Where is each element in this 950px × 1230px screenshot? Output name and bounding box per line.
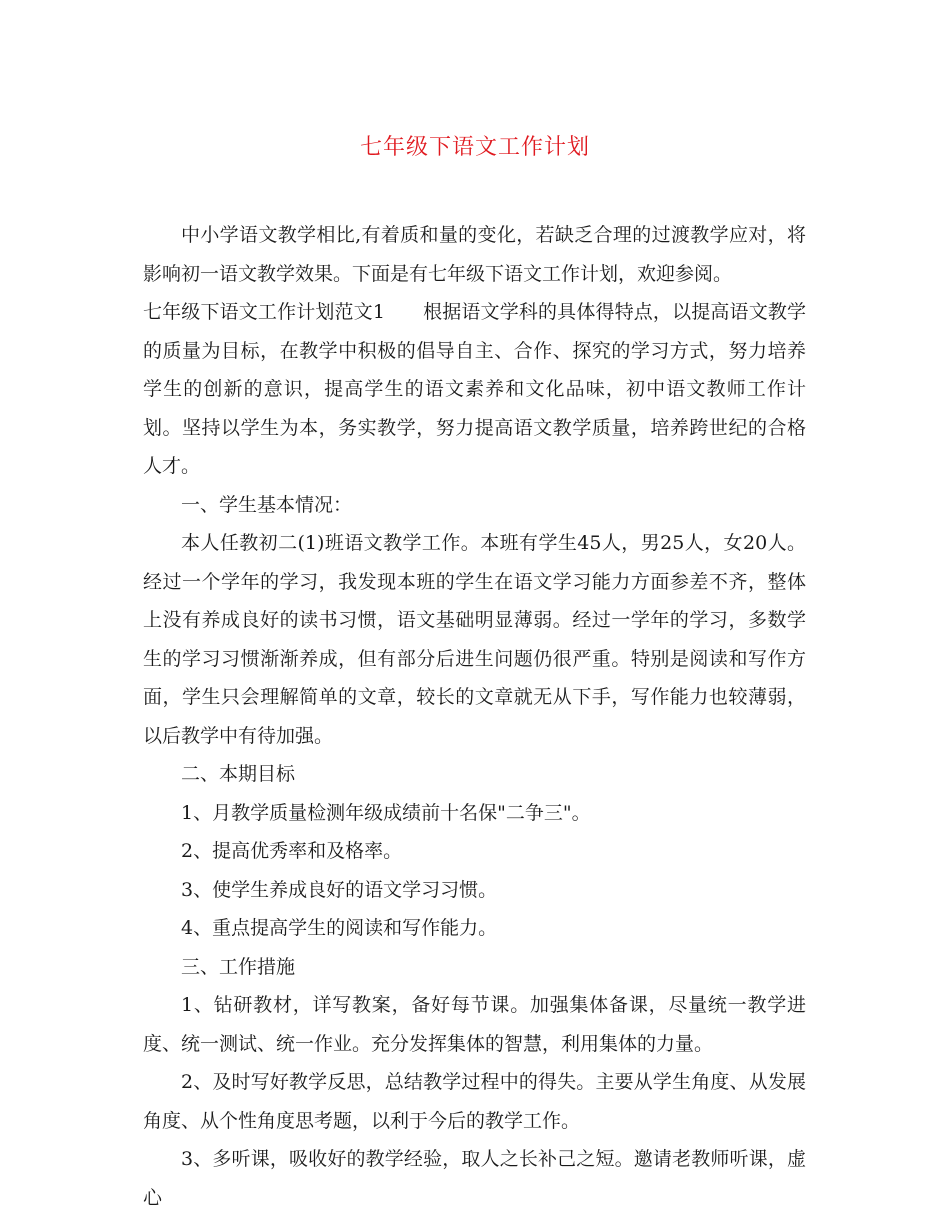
document-title: 七年级下语文工作计划 <box>359 135 590 160</box>
sample-text: 根据语文学科的具体得特点，以提高语文教学的质量为目标，在教学中积极的倡导自主、合作、探究的学习方式，努力培养学生的创新的意识，提高学生的语文素养和文化品味，初中语文教师工作计划。坚持以学生为本，务实教学，努力提高语文教学质量，培养跨世纪的合格人才。 <box>143 301 806 477</box>
sample-heading: 七年级下语文工作计划范文1 <box>143 301 385 323</box>
document-body <box>143 216 806 1217</box>
section1-paragraph: 本人任教初二(1)班语文教学工作。本班有学生45人，男25人，女20人。经过一个学年的学习，我发现本班的学生在语文学习能力方面参差不齐，整体上没有养成良好的读书习惯，语文基础明显薄弱。经过一学年的学习，多数学生的学习习惯渐渐养成，但有部分后进生问题仍很严重。特别是阅读和写作方面，学生只会理解简单的文章，较长的文章就无从下手，写作能力也较薄弱，以后教学中有待加强。 <box>143 532 806 747</box>
goal-item: 3、使学生养成良好的语文学习习惯。 <box>181 878 498 901</box>
goal-item: 4、重点提高学生的阅读和写作能力。 <box>181 917 498 939</box>
section2-heading: 二、本期目标 <box>181 763 296 785</box>
intro-paragraph: 中小学语文教学相比,有着质和量的变化，若缺乏合理的过渡教学应对，将影响初一语文教学效果。下面是有七年级下语文工作计划，欢迎参阅。 <box>143 224 806 285</box>
sample-paragraph <box>143 293 806 486</box>
goal-item: 1、月教学质量检测年级成绩前十名保"二争三"。 <box>181 801 591 824</box>
measure-item: 3、多听课，吸收好的教学经验，取人之长补己之短。邀请老教师听课，虚心 <box>143 1148 806 1209</box>
goal-item: 2、提高优秀率和及格率。 <box>181 840 403 862</box>
measure-item: 1、钻研教材，详写教案，备好每节课。加强集体备课，尽量统一教学进度、统一测试、统一作业。充分发挥集体的智慧，利用集体的力量。 <box>143 994 806 1055</box>
measure-item: 2、及时写好教学反思，总结教学过程中的得失。主要从学生角度、从发展角度、从个性角度思考题，以利于今后的教学工作。 <box>143 1071 806 1132</box>
section1-heading: 一、学生基本情况： <box>181 493 353 516</box>
section3-heading: 三、工作措施 <box>181 955 296 978</box>
